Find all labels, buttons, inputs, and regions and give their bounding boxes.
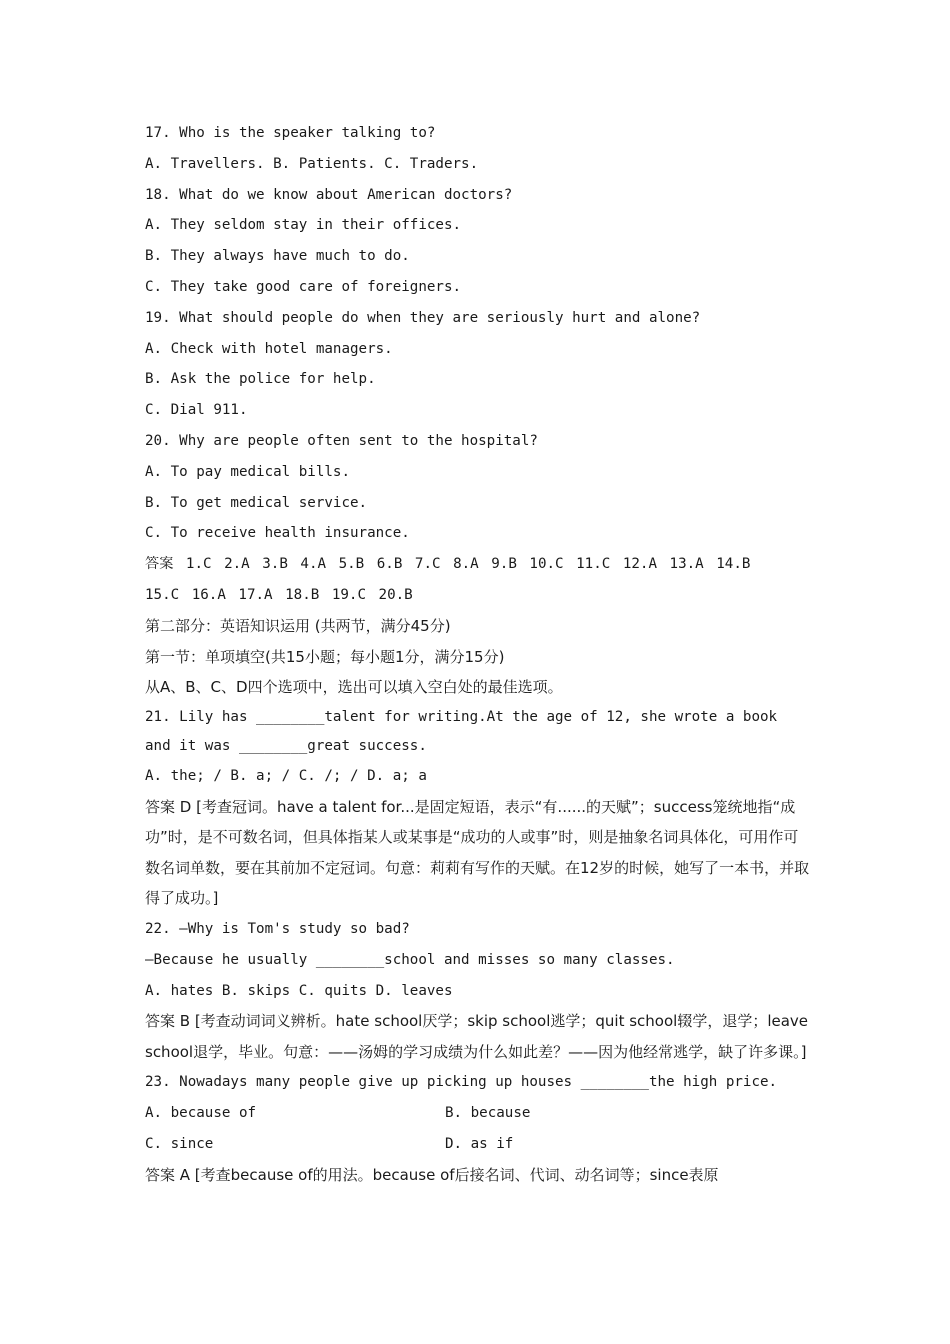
section1-title: 第一节：单项填空(共15小题；每小题1分，满分15分) — [145, 647, 505, 666]
question-19: 19. What should people do when they are seriously hurt and alone? — [145, 309, 701, 326]
question-23-answer: 答案 A [考查because of的用法。because of后接名词、代词、动名词等；since表原 — [145, 1165, 719, 1184]
question-18-option-b: B. They always have much to do. — [145, 248, 410, 265]
question-18-option-c: C. They take good care of foreigners. — [145, 278, 462, 295]
question-22-stem-1: 22. —Why is Tom's study so bad? — [145, 920, 410, 937]
question-19-option-b: B. Ask the police for help. — [145, 371, 376, 388]
question-17: 17. Who is the speaker talking to? — [145, 125, 436, 141]
question-23-option-c: C. since — [145, 1135, 214, 1152]
question-19-option-c: C. Dial 911. — [145, 402, 248, 419]
question-18: 18. What do we know about American doctors? — [145, 186, 513, 203]
part2-title: 第二部分：英语知识运用 (共两节，满分45分) — [145, 616, 451, 635]
question-20-option-c: C. To receive health insurance. — [145, 525, 410, 542]
answer-key-line-2: 15.C 16.A 17.A 18.B 19.C 20.B — [145, 586, 413, 603]
document-content — [145, 118, 810, 1191]
question-21-answer: 答案 D [考查冠词。have a talent for...是固定短语，表示“有......的天赋”；success笼统地指“成功”时，是不可数名词，但具体指某人或某事是“成功的人或事”时，则是抽象名词具体化，可用作可数名词单数，要在其前加不定冠词。句意：莉莉有写作的天赋。在12岁的时候，她写了一本书，并取得了成功。] — [145, 797, 810, 908]
question-18-option-a: A. They seldom stay in their offices. — [145, 217, 462, 234]
question-22-options: A. hates B. skips C. quits D. leaves — [145, 982, 453, 999]
question-19-option-a: A. Check with hotel managers. — [145, 340, 393, 357]
question-20-option-b: B. To get medical service. — [145, 494, 368, 511]
answer-key-line-1: 答案 1.C 2.A 3.B 4.A 5.B 6.B 7.C 8.A 9.B 10.C 11.C 12.A 13.A 14.B — [145, 556, 751, 573]
question-22-answer: 答案 B [考查动词词义辨析。hate school厌学；skip school逃学；quit school辍学，退学；leave school退学，毕业。句意：——汤姆的学习成绩为什么如此差？——因为他经常逃学，缺了许多课。] — [145, 1012, 809, 1061]
question-23-option-d: D. as if — [445, 1135, 514, 1152]
question-17-options: A. Travellers. B. Patients. C. Traders. — [145, 155, 479, 172]
question-23-options-row-2 — [145, 1129, 810, 1160]
question-23-stem: 23. Nowadays many people give up picking up houses ________the high price. — [145, 1074, 778, 1091]
question-22-stem-2: —Because he usually ________school and misses so many classes. — [145, 951, 675, 968]
question-20: 20. Why are people often sent to the hospital? — [145, 432, 538, 449]
question-23-options-row-1 — [145, 1098, 810, 1129]
question-21-stem: 21. Lily has ________talent for writing.At the age of 12, she wrote a book and it was ________great success. — [145, 709, 778, 755]
question-21-options: A. the; / B. a; / C. /; / D. a; a — [145, 768, 427, 785]
question-20-option-a: A. To pay medical bills. — [145, 463, 350, 480]
section1-instruction: 从A、B、C、D四个选项中，选出可以填入空白处的最佳选项。 — [145, 678, 563, 697]
question-23-option-a: A. because of — [145, 1105, 257, 1122]
question-23-option-b: B. because — [445, 1105, 531, 1122]
